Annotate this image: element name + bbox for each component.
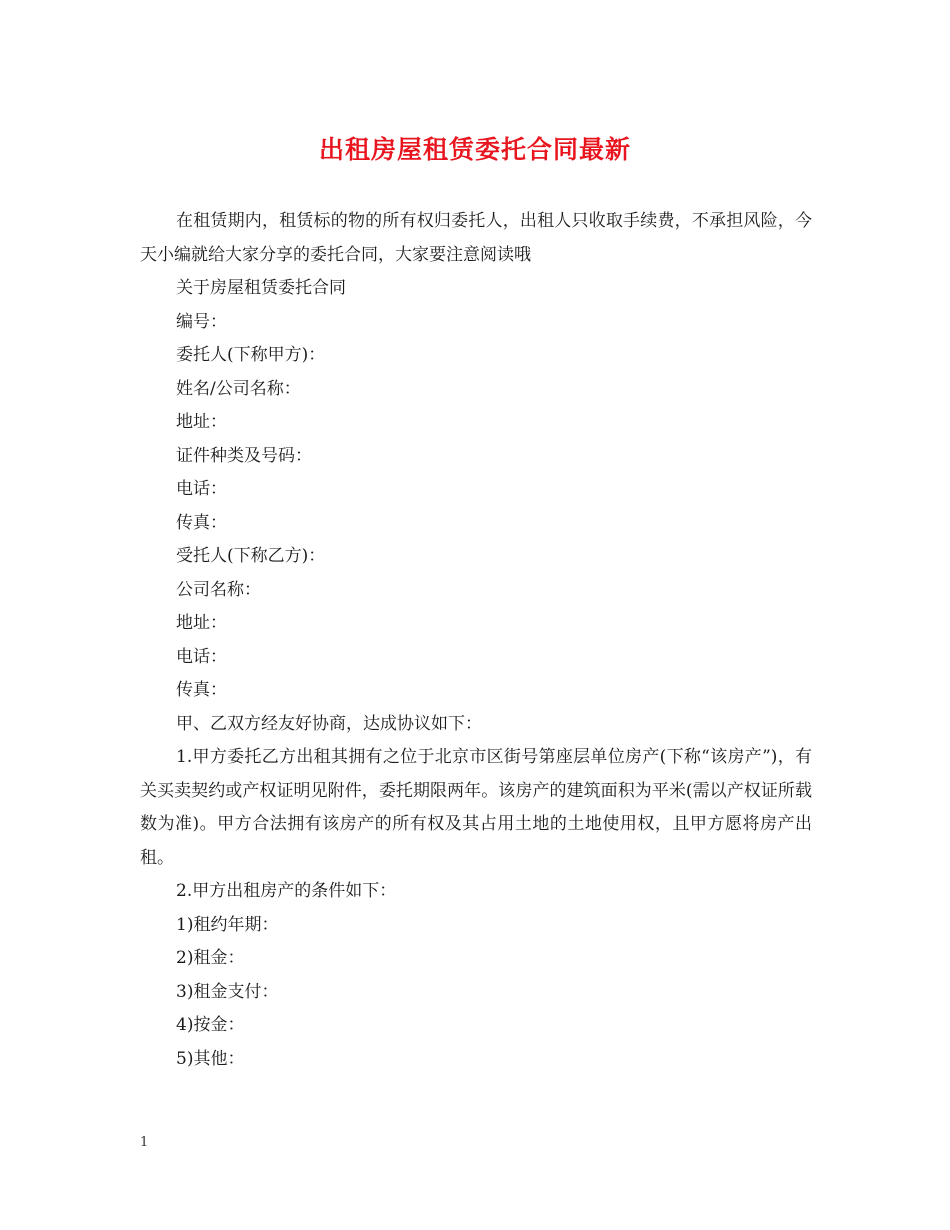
clause-2-item-1: 1)租约年期： — [176, 914, 279, 935]
clause-1: 1.甲方委托乙方出租其拥有之位于北京市区街号第座层单位房产(下称“该房产”)，有关买卖契约或产权证明见附件，委托期限两年。该房产的建筑面积为平米(需以产权证所载数为准)。甲方合法拥有该房产的所有权及其占用土地的土地使用权，且甲方愿将房产出租。 — [140, 747, 812, 868]
field-principal-fax: 传真： — [176, 512, 227, 533]
field-principal-name: 姓名/公司名称： — [176, 378, 301, 399]
clause-2-item-3: 3)租金支付： — [176, 981, 279, 1002]
paragraph-intro: 在租赁期内，租赁标的物的所有权归委托人，出租人只收取手续费，不承担风险，今天小编就给大家分享的委托合同，大家要注意阅读哦 — [140, 211, 812, 265]
clause-2: 2.甲方出租房产的条件如下： — [176, 881, 397, 901]
clause-2-item-2: 2)租金： — [176, 948, 245, 968]
field-agent-phone: 电话： — [176, 646, 227, 667]
clause-2-item-4: 4)按金： — [176, 1015, 245, 1035]
field-agent-fax: 传真： — [176, 680, 227, 700]
paragraph-agreement: 甲、乙双方经友好协商，达成协议如下： — [176, 713, 482, 734]
field-contract-number: 编号： — [176, 311, 227, 332]
paragraph-contract-heading: 关于房屋租赁委托合同 — [176, 278, 346, 298]
page-number: 1 — [140, 1135, 149, 1150]
clause-2-item-5: 5)其他： — [176, 1048, 245, 1069]
field-agent-company: 公司名称： — [176, 579, 261, 600]
field-principal-phone: 电话： — [176, 479, 227, 499]
field-principal-id: 证件种类及号码： — [176, 445, 312, 466]
field-principal-address: 地址： — [176, 412, 227, 432]
field-agent-address: 地址： — [176, 613, 227, 633]
document-title: 出租房屋租赁委托合同最新 — [318, 135, 631, 164]
document-body — [140, 205, 812, 1076]
field-principal: 委托人(下称甲方)： — [176, 345, 326, 365]
field-agent: 受托人(下称乙方)： — [176, 546, 326, 566]
